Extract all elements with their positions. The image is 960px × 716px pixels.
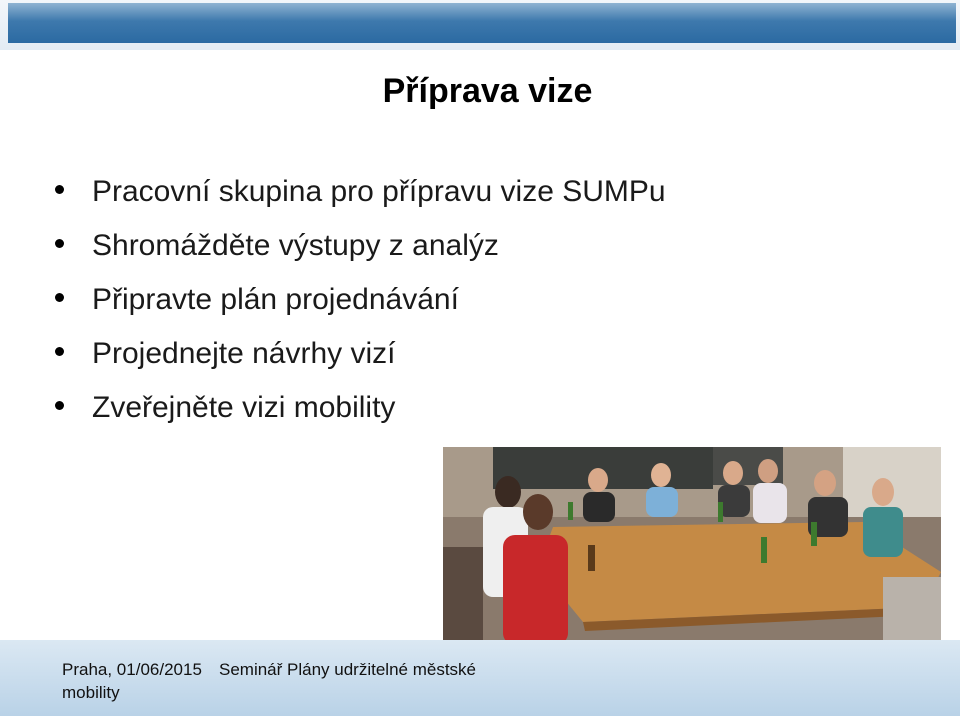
- bullet-text: Projednejte návrhy vizí: [92, 337, 396, 370]
- bullet-text: Zveřejněte vizi mobility: [92, 391, 396, 424]
- bullet-dot-icon: [55, 401, 64, 410]
- header-bar: [8, 3, 956, 43]
- bullet-text: Shromážděte výstupy z analýz: [92, 229, 499, 262]
- footer-date: Praha, 01/06/2015: [62, 660, 202, 679]
- bullet-dot-icon: [55, 185, 64, 194]
- bullet-dot-icon: [55, 293, 64, 302]
- bullet-text: Připravte plán projednávání: [92, 283, 459, 316]
- bullet-dot-icon: [55, 239, 64, 248]
- bullet-item: [55, 332, 666, 386]
- bullet-list: [55, 170, 666, 440]
- bullet-item: [55, 224, 666, 278]
- slide-title: Příprava vize: [382, 72, 593, 110]
- bullet-text: Pracovní skupina pro přípravu vize SUMPu: [92, 175, 666, 208]
- meeting-photo-illustration: [443, 447, 941, 655]
- bullet-item: [55, 386, 666, 440]
- header-band: [0, 0, 960, 50]
- footer-seminar-continuation: mobility: [62, 683, 120, 702]
- bullet-item: [55, 170, 666, 224]
- meeting-photo: [443, 447, 941, 655]
- footer-seminar: Seminář Plány udržitelné městské: [219, 660, 477, 679]
- bullet-item: [55, 278, 666, 332]
- bullet-dot-icon: [55, 347, 64, 356]
